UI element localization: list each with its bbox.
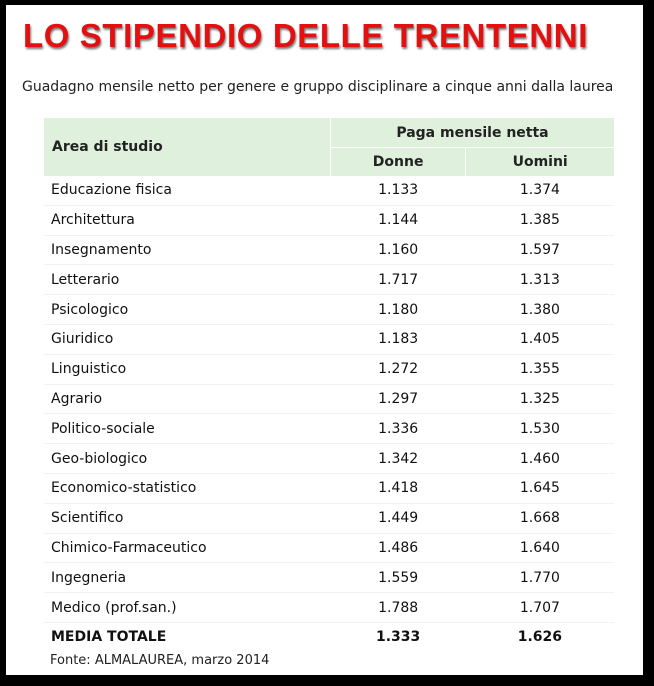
table-row: [44, 533, 614, 563]
uomini-cell: 1.770: [466, 563, 614, 593]
uomini-cell: 1.597: [466, 235, 614, 265]
donne-cell: 1.180: [330, 295, 465, 325]
uomini-cell: 1.380: [466, 295, 614, 325]
infographic-panel: [6, 5, 643, 675]
uomini-cell: 1.668: [466, 503, 614, 533]
uomini-cell: 1.405: [466, 324, 614, 354]
area-cell: Medico (prof.san.): [44, 593, 330, 623]
donne-cell: 1.160: [330, 235, 465, 265]
uomini-cell: 1.640: [466, 533, 614, 563]
uomini-cell: 1.530: [466, 414, 614, 444]
donne-column-header: Donne: [330, 148, 465, 177]
donne-cell: 1.144: [330, 205, 465, 235]
area-cell: Educazione fisica: [44, 176, 330, 205]
area-cell: Letterario: [44, 265, 330, 295]
area-cell: Architettura: [44, 205, 330, 235]
donne-cell: 1.418: [330, 473, 465, 503]
salary-table: [44, 118, 614, 652]
table-header: [44, 118, 614, 176]
area-cell: Agrario: [44, 384, 330, 414]
area-cell: Insegnamento: [44, 235, 330, 265]
table-row: [44, 205, 614, 235]
donne-cell: 1.272: [330, 354, 465, 384]
donne-cell: 1.788: [330, 593, 465, 623]
table-row: [44, 563, 614, 593]
area-cell: Geo-biologico: [44, 444, 330, 474]
subtitle: Guadagno mensile netto per genere e gruppo disciplinare a cinque anni dalla laurea: [22, 79, 614, 95]
uomini-cell: 1.707: [466, 593, 614, 623]
table-row: [44, 235, 614, 265]
area-cell: Politico-sociale: [44, 414, 330, 444]
area-cell: Scientifico: [44, 503, 330, 533]
pay-group-header: Paga mensile netta: [330, 118, 614, 148]
area-column-header: Area di studio: [44, 118, 330, 176]
total-row: [44, 622, 614, 651]
table-row: [44, 384, 614, 414]
uomini-column-header: Uomini: [466, 148, 614, 177]
uomini-cell: 1.325: [466, 384, 614, 414]
donne-cell: 1.449: [330, 503, 465, 533]
uomini-cell: 1.313: [466, 265, 614, 295]
area-cell: Linguistico: [44, 354, 330, 384]
donne-cell: 1.717: [330, 265, 465, 295]
uomini-cell: 1.374: [466, 176, 614, 205]
area-cell: Giuridico: [44, 324, 330, 354]
table-row: [44, 593, 614, 623]
uomini-cell: 1.645: [466, 473, 614, 503]
source-note: Fonte: ALMALAUREA, marzo 2014: [50, 653, 270, 668]
donne-cell: 1.486: [330, 533, 465, 563]
uomini-cell: 1.355: [466, 354, 614, 384]
table-row: [44, 324, 614, 354]
total-uomini: 1.626: [517, 629, 563, 646]
area-cell: Psicologico: [44, 295, 330, 325]
table-row: [44, 265, 614, 295]
donne-cell: 1.342: [330, 444, 465, 474]
donne-cell: 1.133: [330, 176, 465, 205]
uomini-cell: 1.385: [466, 205, 614, 235]
table-row: [44, 295, 614, 325]
table-body: [44, 176, 614, 652]
donne-cell: 1.336: [330, 414, 465, 444]
total-label: MEDIA TOTALE: [51, 629, 167, 646]
table-row: [44, 176, 614, 205]
table-row: [44, 414, 614, 444]
table-row: [44, 473, 614, 503]
total-donne: 1.333: [375, 629, 421, 646]
donne-cell: 1.297: [330, 384, 465, 414]
table-row: [44, 503, 614, 533]
donne-cell: 1.559: [330, 563, 465, 593]
area-cell: Economico-statistico: [44, 473, 330, 503]
area-cell: Chimico-Farmaceutico: [44, 533, 330, 563]
donne-cell: 1.183: [330, 324, 465, 354]
table-row: [44, 444, 614, 474]
page-title: LO STIPENDIO DELLE TRENTENNI: [23, 17, 588, 54]
table-row: [44, 354, 614, 384]
area-cell: Ingegneria: [44, 563, 330, 593]
uomini-cell: 1.460: [466, 444, 614, 474]
